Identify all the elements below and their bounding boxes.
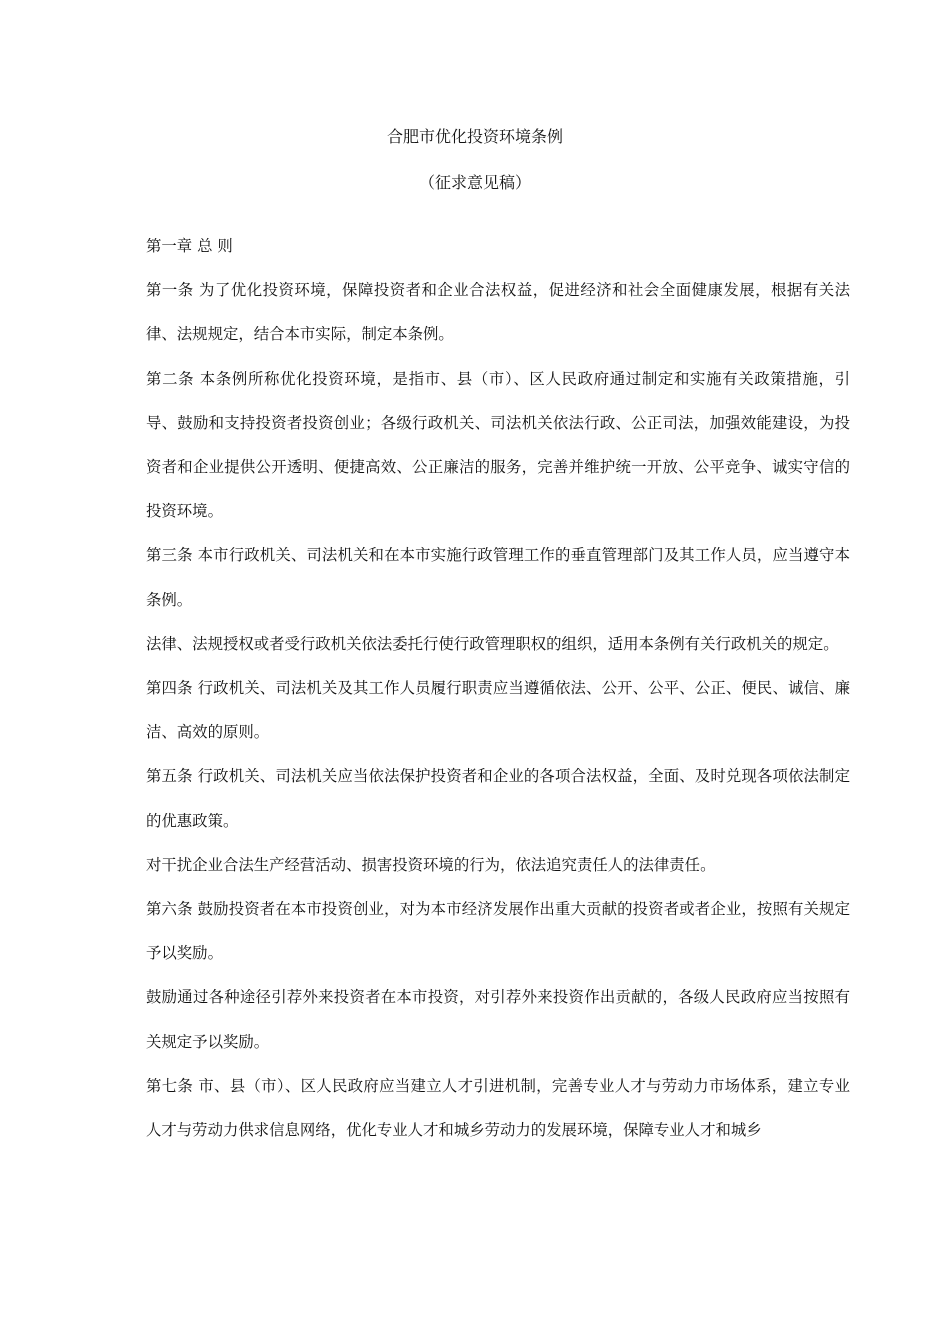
- paragraph-article-6-clause-2: 鼓励通过各种途径引荐外来投资者在本市投资，对引荐外来投资作出贡献的，各级人民政府应当按照有关规定予以奖励。: [146, 988, 850, 1051]
- paragraph-article-2: 第二条 本条例所称优化投资环境，是指市、县（市）、区人民政府通过制定和实施有关政策措施，引导、鼓励和支持投资者投资创业；各级行政机关、司法机关依法行政、公正司法，加强效能建设，为投资者和企业提供公开透明、便捷高效、公正廉洁的服务，完善并维护统一开放、公平竞争、诚实守信的投资环境。: [146, 369, 850, 521]
- paragraph-article-3-clause-2: 法律、法规授权或者受行政机关依法委托行使行政管理职权的组织，适用本条例有关行政机关的规定。: [146, 634, 839, 653]
- paragraph-article-5-clause-2: 对干扰企业合法生产经营活动、损害投资环境的行为，依法追究责任人的法律责任。: [146, 855, 716, 874]
- paragraph-article-6: 第六条 鼓励投资者在本市投资创业，对为本市经济发展作出重大贡献的投资者或者企业，按照有关规定予以奖励。: [146, 900, 850, 963]
- chapter-heading: 第一章 总 则: [146, 237, 233, 255]
- paragraph-article-7: 第七条 市、县（市）、区人民政府应当建立人才引进机制，完善专业人才与劳动力市场体系，建立专业人才与劳动力供求信息网络，优化专业人才和城乡劳动力的发展环境，保障专业人才和城乡: [146, 1076, 850, 1140]
- paragraph-article-4: 第四条 行政机关、司法机关及其工作人员履行职责应当遵循依法、公开、公平、公正、便民、诚信、廉洁、高效的原则。: [146, 679, 850, 742]
- paragraph-article-3: 第三条 本市行政机关、司法机关和在本市实施行政管理工作的垂直管理部门及其工作人员，应当遵守本条例。: [146, 546, 850, 609]
- paragraph-article-1: 第一条 为了优化投资环境，保障投资者和企业合法权益，促进经济和社会全面健康发展，根据有关法律、法规规定，结合本市实际，制定本条例。: [146, 281, 850, 344]
- document-title: 合肥市优化投资环境条例: [386, 127, 563, 146]
- document-body: [146, 224, 850, 1152]
- paragraph-article-5: 第五条 行政机关、司法机关应当依法保护投资者和企业的各项合法权益，全面、及时兑现各项依法制定的优惠政策。: [146, 767, 850, 830]
- document-subtitle: （征求意见稿）: [418, 173, 531, 192]
